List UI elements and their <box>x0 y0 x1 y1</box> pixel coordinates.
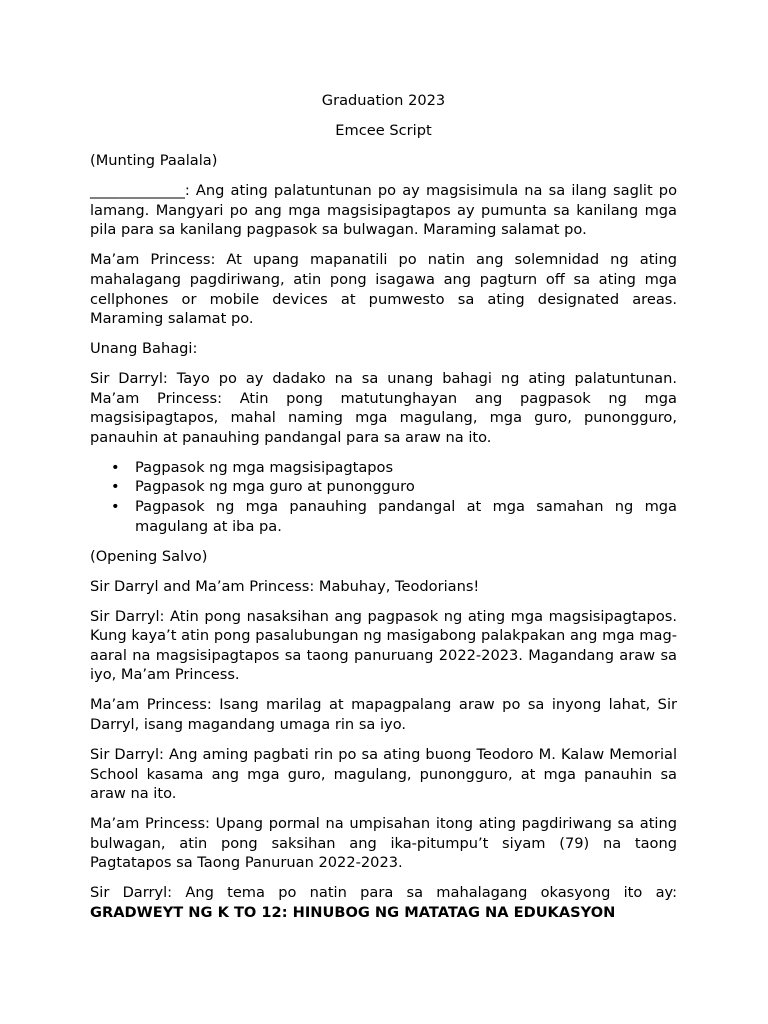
name-blank-line: _____________ <box>90 182 185 200</box>
bullet-icon: • <box>111 498 120 516</box>
paragraph-paalala-text: : Ang ating palatuntunan po ay magsisimula na sa ilang saglit po lamang. Mangyari po ang mga magsisipagtapos ay pumunta sa kanilang mga pila para sa kanilang pagpasok sa bulwagan. Maraming salamat po. <box>90 182 677 239</box>
bullet-icon: • <box>111 478 120 496</box>
list-item: • Pagpasok ng mga magsisipagtapos <box>111 458 394 476</box>
section-heading-opening-salvo: (Opening Salvo) <box>90 547 208 565</box>
paragraph-paalala <box>90 181 677 240</box>
document-body <box>90 91 677 933</box>
paragraph-pagpasok: Sir Darryl: Tayo po ay dadako na sa unang bahagi ng ating palatuntunan. Ma’am Princess: Atin pong matutunghayan ang pagpasok ng mga magsisipagtapos, mahal naming mga magulang, mga guro, punongguro, panauhin at panauhing pandangal para sa araw na ito. <box>90 370 677 446</box>
list-item: • Pagpasok ng mga panauhing pandangal at mga samahan ng mga magulang at iba pa. <box>111 498 677 535</box>
document-subtitle: Emcee Script <box>335 122 432 140</box>
paragraph-pagbati-princess: Ma’am Princess: Isang marilag at mapagpalang araw po sa inyong lahat, Sir Darryl, isang magandang umaga rin sa iyo. <box>90 696 677 733</box>
section-heading-paalala: (Munting Paalala) <box>90 152 218 170</box>
paragraph-pagtatapos: Ma’am Princess: Upang pormal na umpisahan itong ating pagdiriwang sa ating bulwagan, atin pong saksihan ang ika-pitumpu’t siyam (79) na taong Pagtatapos sa Taong Panuruan 2022-2023. <box>90 815 677 872</box>
document-title: Graduation 2023 <box>321 92 446 109</box>
list-item: • Pagpasok ng mga guro at punongguro <box>111 478 415 496</box>
section-heading-unang-bahagi: Unang Bahagi: <box>90 340 198 358</box>
theme-title: GRADWEYT NG K TO 12: HINUBOG NG MATATAG NA EDUKASYON <box>90 903 616 921</box>
paragraph-tema <box>90 883 677 922</box>
paragraph-mabuhay: Sir Darryl and Ma’am Princess: Mabuhay, Teodorians! <box>90 577 480 595</box>
paragraph-pagbati-darryl: Sir Darryl: Ang aming pagbati rin po sa ating buong Teodoro M. Kalaw Memorial School kasama ang mga guro, magulang, punongguro, at mga panauhin sa araw na ito. <box>90 745 677 803</box>
bullet-list-pagpasok <box>90 458 677 536</box>
bullet-icon: • <box>111 458 120 476</box>
paragraph-cellphones: Ma’am Princess: At upang mapanatili po natin ang solemnidad ng ating mahalagang pagdiriwang, atin pong isagawa ang pagturn off sa ating mga cellphones or mobile devices at pumwesto sa ating designated areas. Maraming salamat po. <box>90 251 677 328</box>
paragraph-palakpakan: Sir Darryl: Atin pong nasaksihan ang pagpasok ng ating mga magsisipagtapos. Kung kaya’t atin pong pasalubungan ng masigabong palakpakan ang mga mag-aaral na magsisipagtapos sa taong panuruang 2022-2023. Magandang araw sa iyo, Ma’am Princess. <box>90 607 677 684</box>
paragraph-tema-text: Sir Darryl: Ang tema po natin para sa mahalagang okasyong ito ay: <box>90 884 677 902</box>
